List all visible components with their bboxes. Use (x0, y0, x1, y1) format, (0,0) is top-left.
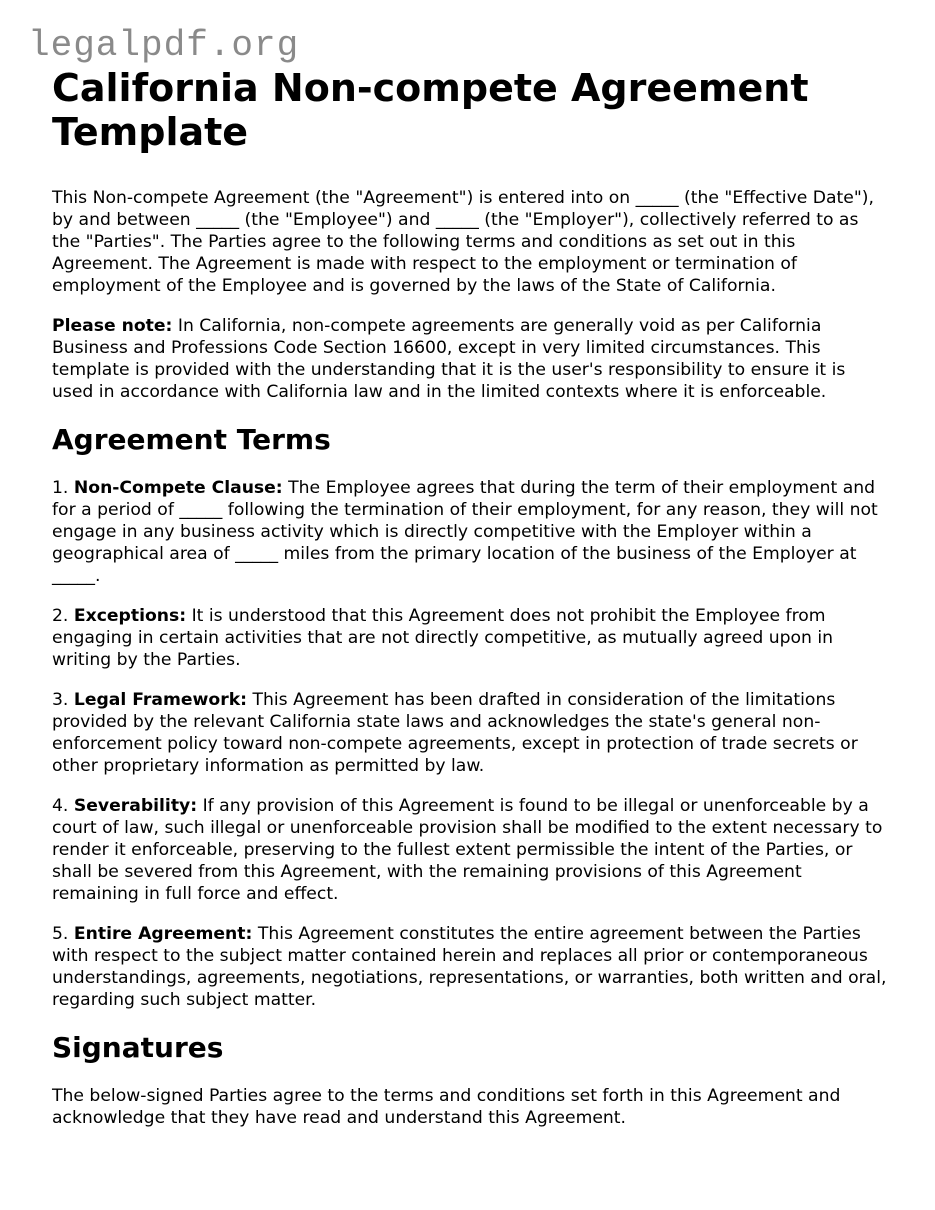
term-number: 2. (52, 606, 74, 626)
term-label: Severability: (73, 796, 198, 816)
term-label: Exceptions: (73, 606, 187, 626)
term-label: Legal Framework: (73, 690, 248, 710)
page-title: California Non-compete Agreement Template (52, 66, 809, 154)
term-number: 5. (52, 924, 74, 944)
term-item (52, 923, 888, 1011)
term-label: Entire Agreement: (73, 924, 253, 944)
term-item (52, 795, 888, 905)
signatures-paragraph: The below-signed Parties agree to the terms and conditions set forth in this Agreement and acknowledge that they have read and understand this Agreement. (52, 1086, 841, 1128)
term-label: Non-Compete Clause: (73, 478, 283, 498)
term-number: 1. (52, 478, 74, 498)
terms-heading: Agreement Terms (52, 423, 331, 456)
term-item (52, 477, 888, 587)
document-body (52, 66, 888, 1129)
term-number: 4. (52, 796, 74, 816)
note-label: Please note: (52, 316, 173, 336)
term-text: This Agreement has been drafted in consideration of the limitations provided by the relevant California state laws and acknowledges the state's general non-enforcement policy toward non-compete agreements, except in protection of trade secrets or other proprietary information as permitted by law. (52, 690, 858, 776)
note-text: In California, non-compete agreements are generally void as per California Business and Professions Code Section 16600, except in very limited circumstances. This template is provided with the understanding that it is the user's responsibility to ensure it is used in accordance with California law and in the limited contexts where it is enforceable. (52, 316, 846, 402)
signatures-heading: Signatures (52, 1031, 224, 1064)
note-paragraph (52, 315, 888, 403)
term-text: It is understood that this Agreement does not prohibit the Employee from engaging in certain activities that are not directly competitive, as mutually agreed upon in writing by the Parties. (52, 606, 834, 670)
term-item (52, 689, 888, 777)
term-text: This Agreement constitutes the entire agreement between the Parties with respect to the subject matter contained herein and replaces all prior or contemporaneous understandings, agreements, negotiations, representations, or warranties, both written and oral, regarding such subject matter. (52, 924, 887, 1010)
term-number: 3. (52, 690, 74, 710)
term-text: If any provision of this Agreement is found to be illegal or unenforceable by a court of law, such illegal or unenforceable provision shall be modified to the extent necessary to render it enforceable, preserving to the fullest extent permissible the intent of the Parties, or shall be severed from this Agreement, with the remaining provisions of this Agreement remaining in full force and effect. (52, 796, 883, 904)
term-text: The Employee agrees that during the term of their employment and for a period of _____ following the termination of their employment, for any reason, they will not engage in any business activity which is directly competitive with the Employer within a geographical area of _____ miles from the primary location of the business of the Employer at _____. (52, 478, 878, 586)
watermark: legalpdf.org (28, 25, 300, 66)
intro-paragraph: This Non-compete Agreement (the "Agreement") is entered into on _____ (the "Effective Date"), by and between _____ (the "Employee") and _____ (the "Employer"), collectively referred to as the "Parties". The Parties agree to the following terms and conditions as set out in this Agreement. The Agreement is made with respect to the employment or termination of employment of the Employee and is governed by the laws of the State of California. (52, 188, 874, 296)
term-item (52, 605, 888, 671)
